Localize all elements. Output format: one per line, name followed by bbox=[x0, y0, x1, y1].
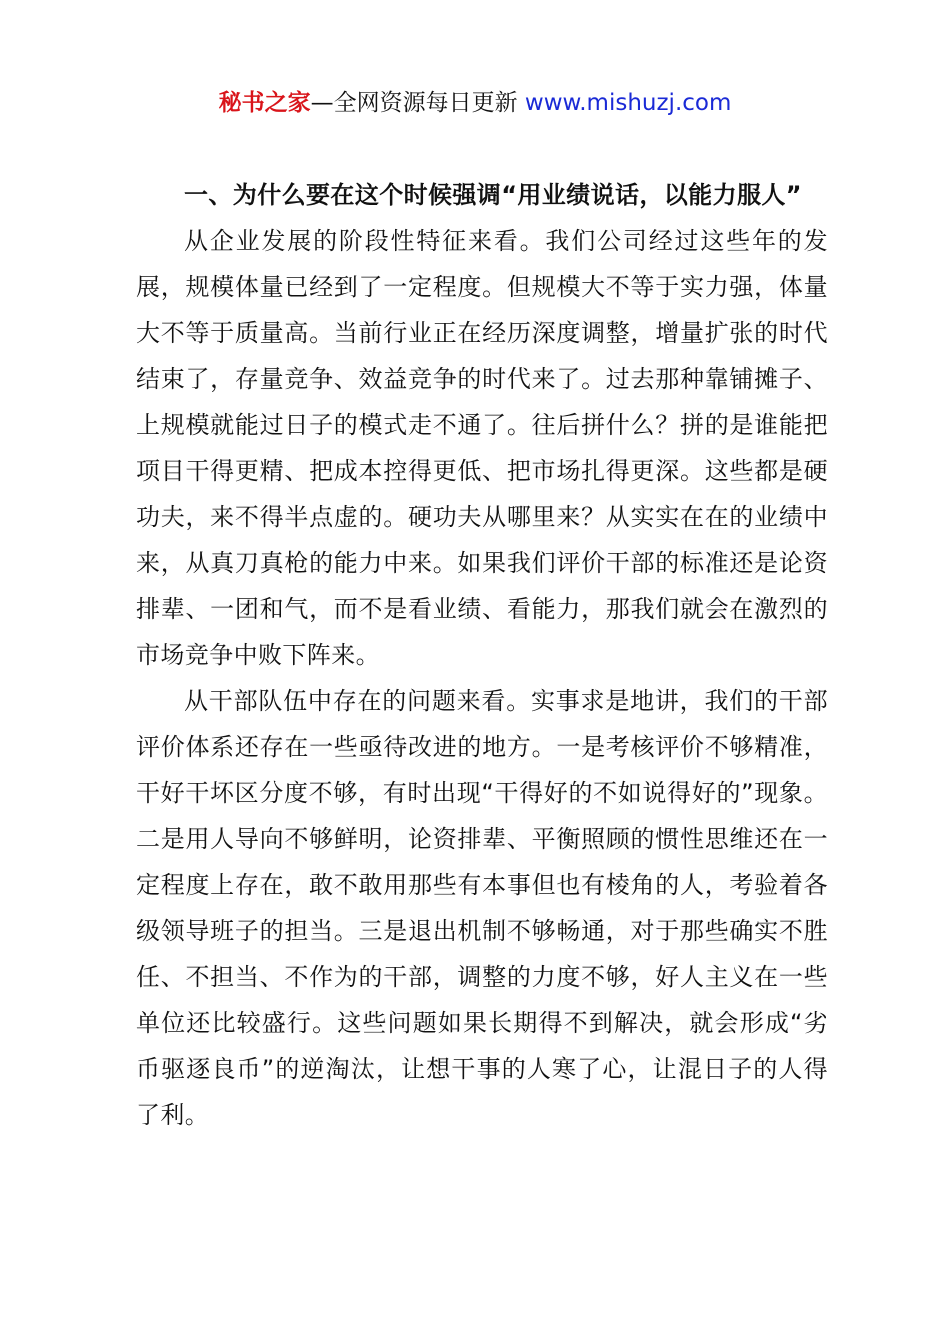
document-body bbox=[136, 172, 828, 1138]
brand-name: 秘书之家 bbox=[218, 90, 311, 116]
site-url[interactable]: www.mishuzj.com bbox=[524, 90, 732, 116]
paragraph-cadre-problems: 从干部队伍中存在的问题来看。实事求是地讲，我们的干部评价体系还存在一些亟待改进的地方。一是考核评价不够精准，干好干坏区分度不够，有时出现“干得好的不如说得好的”现象。二是用人导向不够鲜明，论资排辈、平衡照顾的惯性思维还在一定程度上存在，敢不敢用那些有本事但也有棱角的人，考验着各级领导班子的担当。三是退出机制不够畅通，对于那些确实不胜任、不担当、不作为的干部，调整的力度不够，好人主义在一些单位还比较盛行。这些问题如果长期得不到解决，就会形成“劣币驱逐良币”的逆淘汰，让想干事的人寒了心，让混日子的人得了利。 bbox=[136, 687, 828, 1129]
section-heading: 一、为什么要在这个时候强调“用业绩说话，以能力服人” bbox=[184, 181, 802, 209]
paragraph-enterprise-development: 从企业发展的阶段性特征来看。我们公司经过这些年的发展，规模体量已经到了一定程度。但规模大不等于实力强，体量大不等于质量高。当前行业正在经历深度调整，增量扩张的时代结束了，存量竞争、效益竞争的时代来了。过去那种靠铺摊子、上规模就能过日子的模式走不通了。往后拼什么？拼的是谁能把项目干得更精、把成本控得更低、把市场扎得更深。这些都是硬功夫，来不得半点虚的。硬功夫从哪里来？从实实在在的业绩中来，从真刀真枪的能力中来。如果我们评价干部的标准还是论资排辈、一团和气，而不是看业绩、看能力，那我们就会在激烈的市场竞争中败下阵来。 bbox=[136, 227, 828, 669]
header-tagline: —全网资源每日更新 bbox=[310, 90, 518, 116]
page-header bbox=[0, 86, 950, 120]
